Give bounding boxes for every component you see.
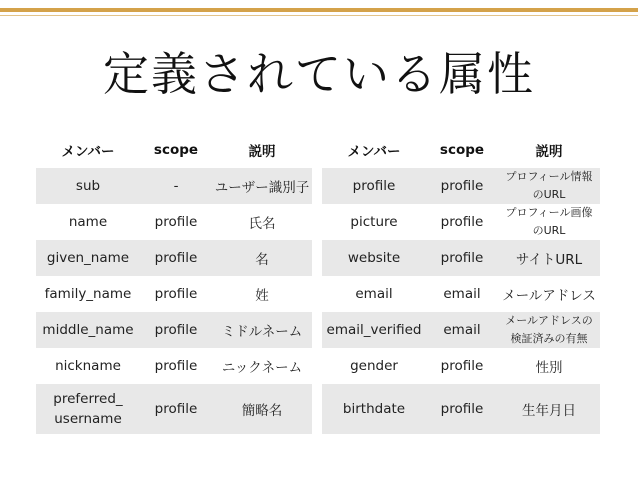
member-cell: preferred_ username — [36, 384, 140, 434]
description-cell: 名 — [212, 240, 312, 276]
scope-cell: email — [426, 312, 498, 348]
description-cell: ミドルネーム — [212, 312, 312, 348]
header-member: メンバー — [347, 144, 401, 160]
description-cell: 生年月日 — [498, 384, 600, 434]
description-cell: ニックネーム — [221, 360, 303, 376]
scope-cell: profile — [426, 384, 498, 434]
header-member: メンバー — [61, 144, 115, 160]
description-cell: プロフィール画像 のURL — [505, 206, 593, 237]
table-row — [322, 204, 600, 240]
scope-cell: profile — [440, 358, 484, 374]
table-row — [36, 348, 312, 384]
attributes-table-right — [322, 132, 600, 434]
table-row — [322, 168, 600, 204]
scope-cell: - — [140, 168, 212, 204]
header-scope: scope — [153, 142, 199, 158]
table-row — [322, 312, 600, 348]
slide-title: 定義されている属性 — [103, 47, 535, 101]
member-cell: website — [322, 240, 426, 276]
scope-cell: profile — [154, 214, 198, 230]
scope-cell: profile — [140, 240, 212, 276]
scope-cell: profile — [140, 312, 212, 348]
scope-cell: email — [443, 286, 481, 302]
member-cell: profile — [322, 168, 426, 204]
scope-cell: profile — [140, 384, 212, 434]
top-accent-bar — [0, 8, 638, 12]
description-cell: 簡略名 — [212, 384, 312, 434]
table-row — [322, 276, 600, 312]
description-cell: 姓 — [255, 288, 269, 304]
table-row — [322, 348, 600, 384]
table-row — [36, 312, 312, 348]
header-scope: scope — [439, 142, 485, 158]
table-row — [322, 384, 600, 434]
top-accent-line — [0, 15, 638, 16]
description-cell: 性別 — [535, 360, 563, 376]
member-cell: gender — [350, 358, 398, 374]
member-cell: nickname — [55, 358, 121, 374]
member-cell: sub — [36, 168, 140, 204]
scope-cell: profile — [426, 168, 498, 204]
header-description: 説明 — [248, 144, 276, 160]
member-cell: family_name — [44, 286, 132, 302]
table-row — [322, 240, 600, 276]
description-cell: プロフィール情報 のURL — [498, 168, 600, 204]
scope-cell: profile — [154, 286, 198, 302]
header-row — [322, 132, 600, 168]
table-row — [36, 240, 312, 276]
description-cell: 氏名 — [248, 216, 276, 232]
member-cell: name — [68, 214, 108, 230]
table-row — [36, 276, 312, 312]
table-row — [36, 168, 312, 204]
header-row — [36, 132, 312, 168]
scope-cell: profile — [426, 240, 498, 276]
attributes-table-left — [36, 132, 312, 434]
member-cell: email_verified — [322, 312, 426, 348]
member-cell: given_name — [36, 240, 140, 276]
header-description: 説明 — [535, 144, 563, 160]
table-row — [36, 204, 312, 240]
description-cell: サイトURL — [498, 240, 600, 276]
table-row — [36, 384, 312, 434]
member-cell: picture — [350, 214, 398, 230]
scope-cell: profile — [440, 214, 484, 230]
member-cell: email — [355, 286, 393, 302]
member-cell: birthdate — [322, 384, 426, 434]
scope-cell: profile — [154, 358, 198, 374]
member-cell: middle_name — [36, 312, 140, 348]
description-cell: ユーザー識別子 — [212, 168, 312, 204]
description-cell: メールアドレス — [502, 288, 596, 304]
description-cell: メールアドレスの 検証済みの有無 — [498, 312, 600, 348]
